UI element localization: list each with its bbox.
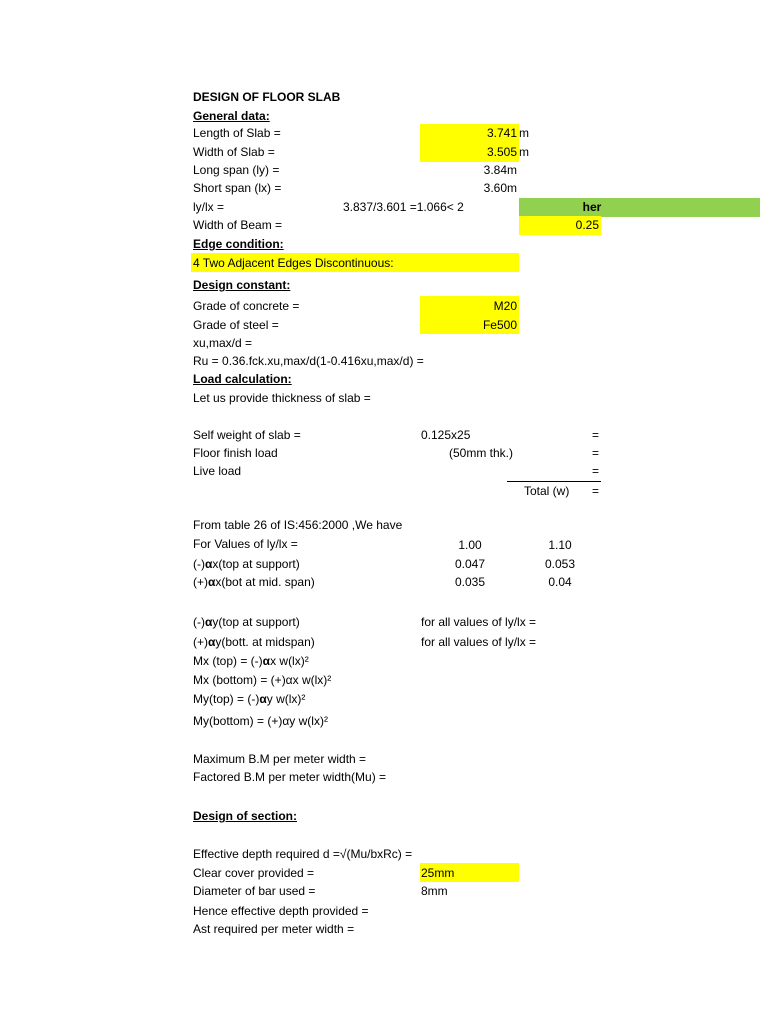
- my-bottom-formula: My(bottom) = (+)αy w(lx)²: [193, 714, 328, 728]
- alpha-y-bot-prefix: (+): [193, 635, 208, 649]
- alpha-y-bot-note: for all values of ly/lx =: [421, 635, 537, 649]
- beam-value: 0.25: [575, 218, 599, 232]
- thickness-label: Let us provide thickness of slab =: [193, 391, 371, 405]
- mx-top-formula-b: x w(lx)²: [270, 654, 309, 668]
- alpha-x-bot-suffix: x(bot at mid. span): [215, 575, 315, 589]
- width-label: Width of Slab =: [193, 145, 275, 159]
- alpha-y-top-symbol: α: [205, 615, 213, 629]
- alpha-y-bot-label: [193, 634, 315, 650]
- self-weight-calc: 0.125x25: [421, 428, 471, 442]
- section-heading-load: Load calculation:: [193, 372, 292, 386]
- ratio-values-label: For Values of ly/lx =: [193, 537, 298, 551]
- ratio-result: her: [582, 200, 602, 214]
- mx-top-alpha: α: [262, 654, 271, 668]
- width-value: 3.505: [486, 145, 517, 159]
- my-top-alpha: α: [259, 692, 267, 706]
- my-top-formula-a: My(top) = (-): [193, 692, 260, 706]
- ratio-result-cell[interactable]: [519, 198, 760, 217]
- alpha-x-top-v1: 0.047: [454, 557, 486, 571]
- live-load-label: Live load: [193, 464, 242, 478]
- bar-diameter-label: Diameter of bar used =: [193, 884, 316, 898]
- mx-top-formula-a: Mx (top) = (-): [193, 654, 263, 668]
- page-title: DESIGN OF FLOOR SLAB: [193, 90, 341, 104]
- alpha-x-top-symbol: α: [205, 557, 213, 571]
- clear-cover-value: 25mm: [421, 866, 455, 880]
- floor-finish-label: Floor finish load: [193, 446, 278, 460]
- bar-diameter-value: 8mm: [421, 884, 448, 898]
- alpha-x-top-label: [193, 556, 300, 572]
- mx-bottom-formula: Mx (bottom) = (+)αx w(lx)²: [193, 673, 332, 687]
- section-heading-design-constant: Design constant:: [193, 278, 291, 292]
- ratio-value-1: 1.00: [458, 538, 482, 552]
- ast-required-label: Ast required per meter width =: [193, 922, 355, 936]
- section-heading-general: General data:: [193, 109, 270, 123]
- ly-value: 3.84m: [483, 163, 517, 177]
- lx-label: Short span (lx) =: [193, 181, 282, 195]
- edge-condition-value: 4 Two Adjacent Edges Discontinuous:: [193, 256, 394, 270]
- total-eq: =: [592, 484, 600, 498]
- alpha-x-top-v2: 0.053: [544, 557, 576, 571]
- total-label: Total (w): [524, 484, 570, 498]
- section-heading-design-section: Design of section:: [193, 809, 298, 823]
- concrete-label: Grade of concrete =: [193, 299, 300, 313]
- alpha-x-bot-v2: 0.04: [548, 575, 572, 589]
- alpha-y-bot-symbol: α: [208, 635, 216, 649]
- alpha-y-top-suffix: y(top at support): [212, 615, 300, 629]
- eff-depth-required-label: Effective depth required d =√(Mu/bxRc) =: [193, 847, 413, 861]
- alpha-y-top-label: [193, 614, 300, 630]
- total-divider: [507, 481, 601, 482]
- table-ref-label: From table 26 of IS:456:2000 ,We have: [193, 518, 403, 532]
- alpha-x-bot-v1: 0.035: [454, 575, 486, 589]
- concrete-value: M20: [493, 299, 517, 313]
- my-top-formula-b: y w(lx)²: [266, 692, 306, 706]
- length-value: 3.741: [486, 126, 517, 140]
- ratio-calc: 3.837/3.601 =1.066< 2: [343, 200, 464, 214]
- alpha-x-bot-prefix: (+): [193, 575, 208, 589]
- alpha-y-top-note: for all values of ly/lx =: [421, 615, 537, 629]
- steel-value: Fe500: [482, 318, 517, 332]
- ru-label: Ru = 0.36.fck.xu,max/d(1-0.416xu,max/d) =: [193, 354, 424, 368]
- alpha-y-bot-suffix: y(bott. at midspan): [215, 635, 315, 649]
- length-label: Length of Slab =: [193, 126, 281, 140]
- width-unit: m: [519, 145, 529, 159]
- floor-finish-calc: (50mm thk.): [449, 446, 514, 460]
- my-top-formula: [193, 691, 305, 707]
- ratio-label: ly/lx =: [193, 200, 225, 214]
- max-bm-label: Maximum B.M per meter width =: [193, 752, 367, 766]
- alpha-x-top-prefix: (-): [193, 557, 205, 571]
- lx-value: 3.60m: [483, 181, 517, 195]
- steel-label: Grade of steel =: [193, 318, 279, 332]
- self-weight-eq: =: [592, 428, 600, 442]
- length-unit: m: [519, 126, 529, 140]
- xu-label: xu,max/d =: [193, 336, 253, 350]
- alpha-x-bot-label: [193, 574, 315, 590]
- clear-cover-label: Clear cover provided =: [193, 866, 315, 880]
- factored-bm-label: Factored B.M per meter width(Mu) =: [193, 770, 387, 784]
- eff-depth-provided-label: Hence effective depth provided =: [193, 904, 369, 918]
- ly-label: Long span (ly) =: [193, 163, 280, 177]
- alpha-y-top-prefix: (-): [193, 615, 205, 629]
- mx-top-formula: [193, 653, 309, 669]
- floor-finish-eq: =: [592, 446, 600, 460]
- section-heading-edge: Edge condition:: [193, 237, 284, 251]
- self-weight-label: Self weight of slab =: [193, 428, 301, 442]
- live-load-eq: =: [592, 464, 600, 478]
- ratio-value-2: 1.10: [548, 538, 572, 552]
- alpha-x-bot-symbol: α: [208, 575, 216, 589]
- beam-label: Width of Beam =: [193, 218, 283, 232]
- alpha-x-top-suffix: x(top at support): [212, 557, 300, 571]
